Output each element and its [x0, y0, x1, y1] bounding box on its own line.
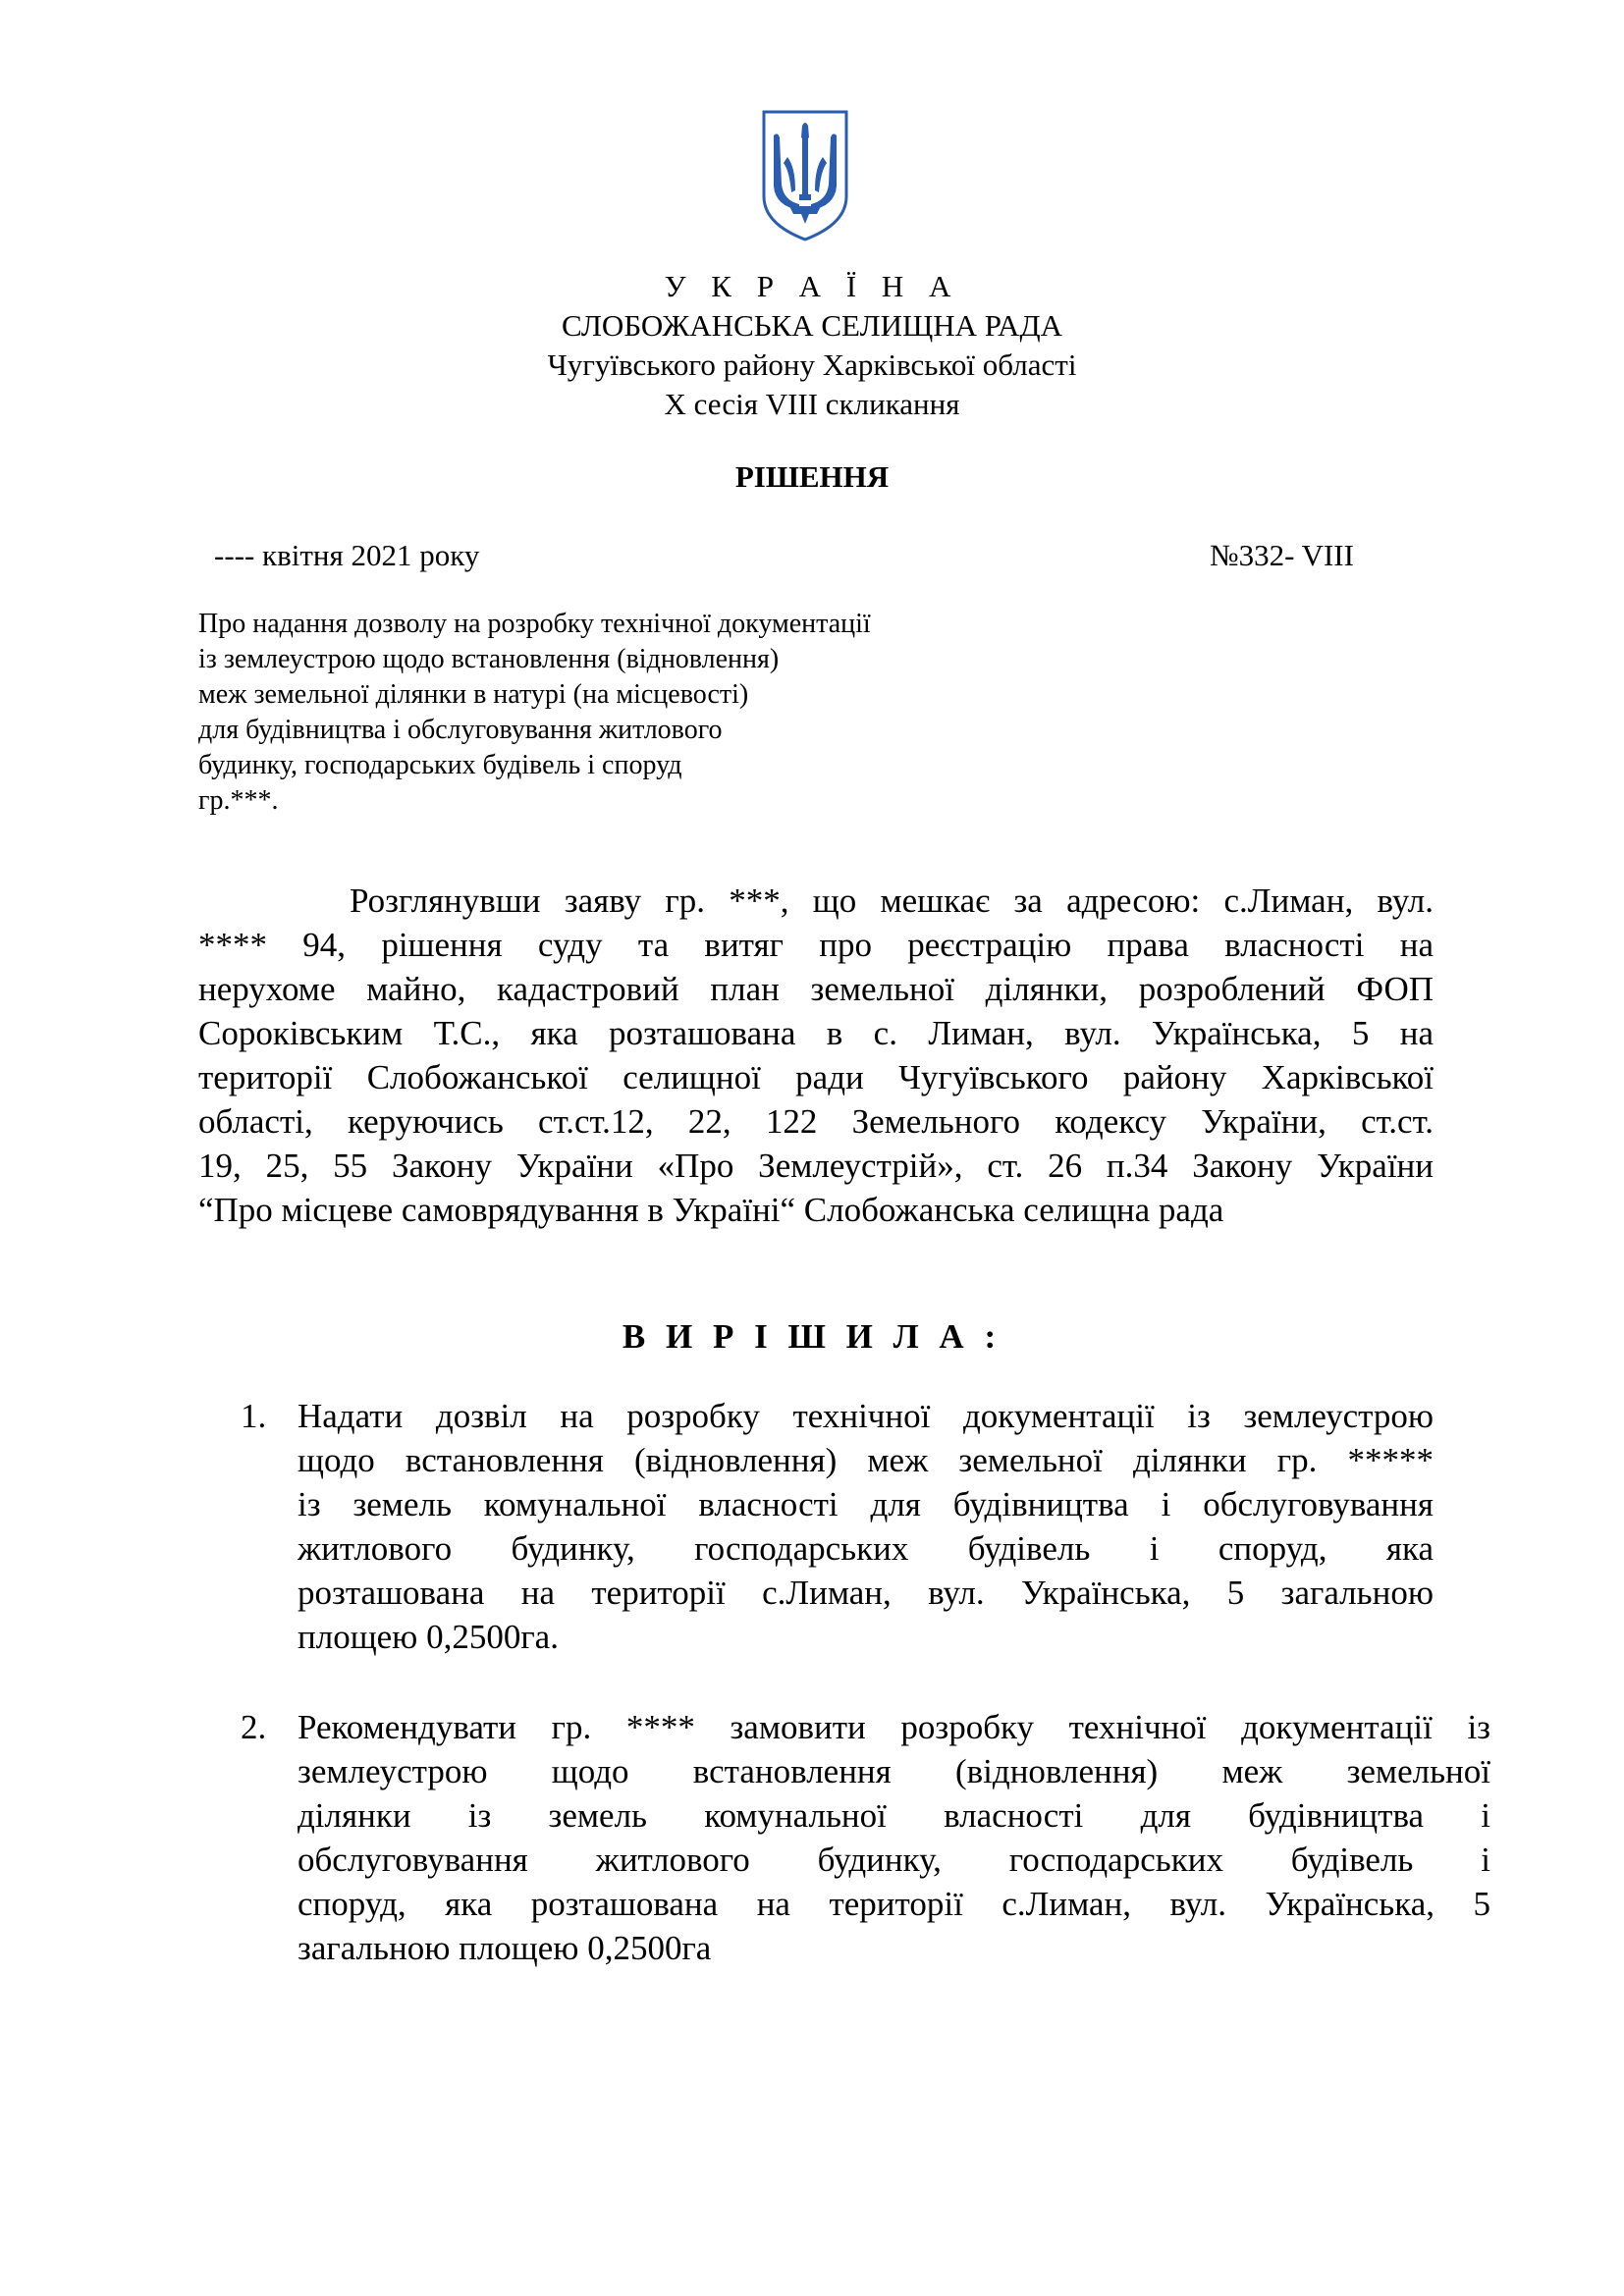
preamble-line: 19, 25, 55 Закону України «Про Землеустрій», ст. 26 п.34 Закону України — [198, 1147, 1434, 1185]
country-name: У К Р А Ї Н А — [664, 269, 960, 303]
district-name: Чугуївського району Харківської області — [547, 347, 1077, 382]
item-line: Надати дозвіл на розробку технічної документації із землеустрою — [298, 1397, 1434, 1435]
item-line: Рекомендувати гр. **** замовити розробку технічної документації із — [298, 1708, 1490, 1746]
coat-of-arms-icon — [760, 108, 850, 243]
item-line: із земель комунальної власності для будівництва і обслуговування — [298, 1485, 1434, 1523]
item-line: обслуговування житлового будинку, господарських будівель і — [298, 1841, 1490, 1879]
preamble-paragraph — [198, 879, 1434, 1232]
preamble-line: **** 94, рішення суду та витяг про реєстрацію права власності на — [198, 926, 1434, 964]
decision-subject — [198, 607, 1043, 819]
subject-line: для будівництва і обслуговування житлового — [198, 715, 723, 745]
item-line: розташована на території с.Лиман, вул. Українська, 5 загальною — [298, 1574, 1434, 1612]
item-line: щодо встановлення (відновлення) меж земельної ділянки гр. ***** — [298, 1441, 1434, 1479]
item-line: площею 0,2500га. — [298, 1618, 559, 1656]
session-name: Х сесія VIII скликання — [664, 387, 960, 421]
subject-line: із землеустрою щодо встановлення (відновлення) — [198, 644, 780, 674]
preamble-line: Сороківським Т.С., яка розташована в с. Лиман, вул. Українська, 5 на — [198, 1014, 1434, 1052]
council-name: СЛОБОЖАНСЬКА СЕЛИЩНА РАДА — [562, 308, 1062, 343]
header — [0, 267, 1624, 424]
item-line: споруд, яка розташована на території с.Лиман, вул. Українська, 5 — [298, 1885, 1490, 1923]
item-line: землеустрою щодо встановлення (відновлення) меж земельної — [298, 1752, 1490, 1790]
subject-line: меж земельної ділянки в натурі (на місцевості) — [198, 679, 749, 710]
document-title: РІШЕННЯ — [734, 459, 890, 494]
preamble-line: території Слобожанської селищної ради Чугуївського району Харківської — [198, 1058, 1434, 1096]
resolved-heading: В И Р І Ш И Л А : — [622, 1317, 1002, 1356]
preamble-line: області, керуючись ст.ст.12, 22, 122 Земельного кодексу України, ст.ст. — [198, 1102, 1434, 1141]
subject-line: будинку, господарських будівель і споруд — [198, 750, 682, 780]
decision-date: ---- квітня 2021 року — [214, 538, 480, 572]
subject-line: гр.***. — [198, 785, 279, 816]
preamble-line: нерухоме майно, кадастровий план земельної ділянки, розроблений ФОП — [198, 970, 1434, 1008]
preamble-line: Розглянувши заяву гр. ***, що мешкає за адресою: с.Лиман, вул. — [350, 881, 1434, 920]
item-line: житлового будинку, господарських будівель і споруд, яка — [298, 1529, 1434, 1568]
preamble-line: “Про місцеве самоврядування в Україні“ Слобожанська селищна рада — [198, 1191, 1224, 1229]
item-line: ділянки із земель комунальної власності для будівництва і — [298, 1796, 1490, 1835]
decision-number: №332- VIII — [1210, 538, 1354, 572]
item-number: 1. — [241, 1397, 267, 1435]
item-line: загальною площею 0,2500га — [298, 1929, 712, 1967]
item-number: 2. — [241, 1708, 267, 1746]
subject-line: Про надання дозволу на розробку технічної документації — [198, 609, 871, 639]
